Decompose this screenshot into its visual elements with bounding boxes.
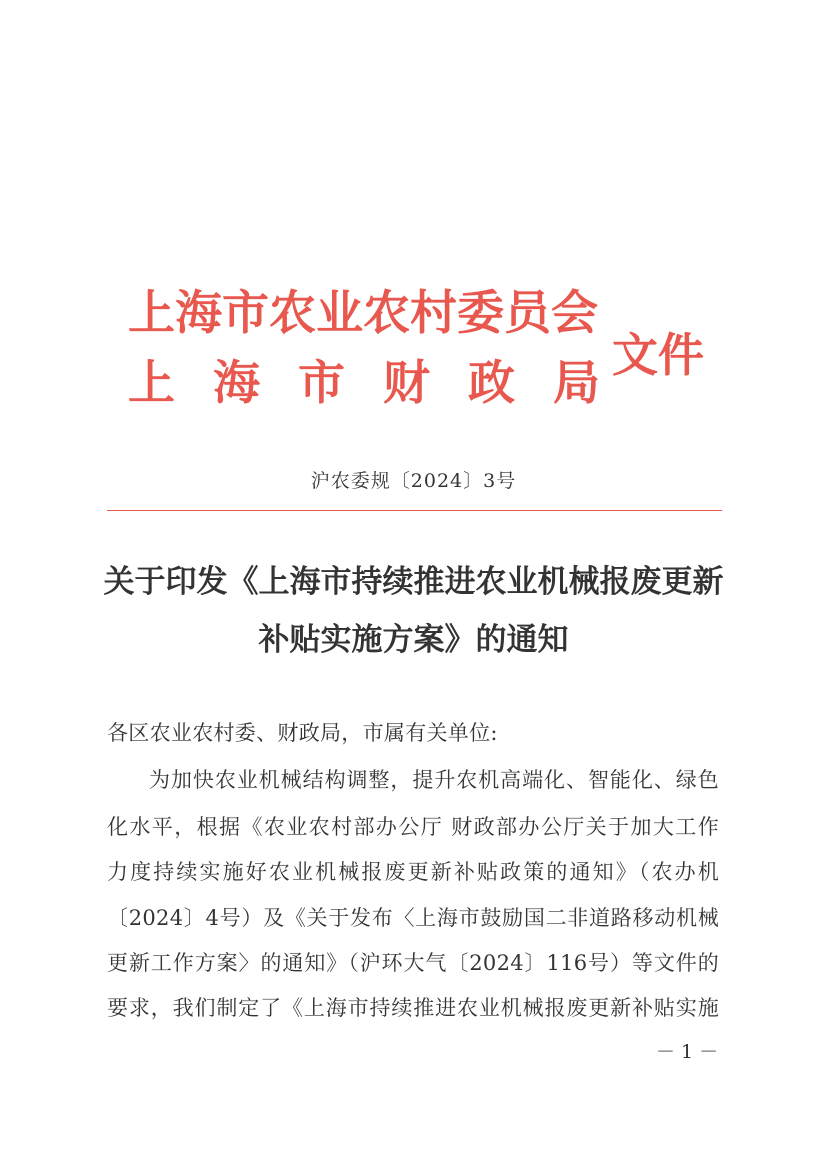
red-divider <box>107 510 722 511</box>
paragraph-line: 要求，我们制定了《上海市持续推进农业机械报废更新补贴实施 <box>107 996 719 1020</box>
paragraph-line: 化水平，根据《农业农村部办公厅 财政部办公厅关于加大工作 <box>107 815 719 839</box>
document-title-line-2: 补贴实施方案》的通知 <box>258 622 569 658</box>
document-title-line-1: 关于印发《上海市持续推进农业机械报废更新 <box>103 564 724 600</box>
issuer-finance-char: 政 <box>468 356 515 411</box>
paragraph-line: 为加快农业机械结构调整，提升农机高端化、智能化、绿色 <box>149 768 719 792</box>
addressee-line: 各区农业农村委、财政局，市属有关单位: <box>107 721 498 745</box>
issuer-finance-char: 局 <box>553 356 600 411</box>
issuer-finance-char: 市 <box>298 356 345 411</box>
page-number: － 1 － <box>656 1041 719 1063</box>
paragraph-line: 〔2024〕4号）及《关于发布〈上海市鼓励国二非道路移动机械 <box>107 906 719 930</box>
document-number: 沪农委规〔2024〕3号 <box>310 470 517 492</box>
paragraph-line: 更新工作方案〉的通知》（沪环大气〔2024〕116号）等文件的 <box>107 951 719 975</box>
paragraph-line: 力度持续实施好农业机械报废更新补贴政策的通知》（农办机 <box>107 860 719 884</box>
issuer-finance-char: 财 <box>383 356 430 411</box>
issuer-finance-char: 海 <box>213 356 260 411</box>
issuer-agriculture-committee: 上海市农业农村委员会 <box>128 286 598 341</box>
issuer-finance-char: 上 <box>128 356 175 411</box>
document-suffix: 文件 <box>612 328 704 382</box>
issuer-finance-bureau <box>128 356 600 411</box>
